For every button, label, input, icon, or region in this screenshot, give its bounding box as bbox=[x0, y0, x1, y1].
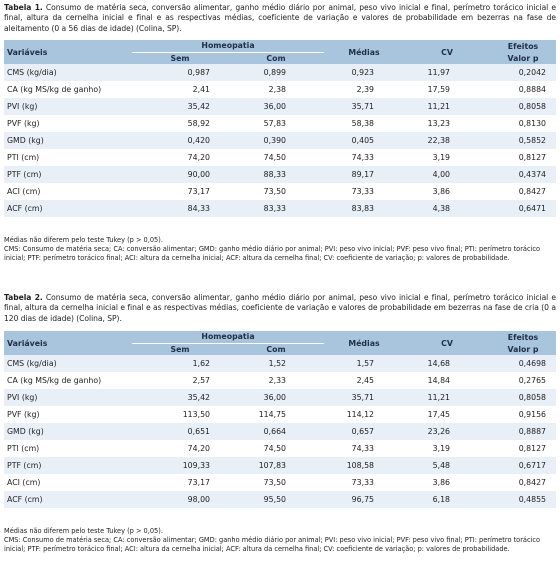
table2-header-homeopatia: Homeopatia bbox=[132, 331, 324, 343]
cell-sem: 2,57 bbox=[132, 372, 228, 389]
table-row bbox=[4, 183, 556, 200]
table1-header-com: Com bbox=[228, 52, 324, 64]
cell-sem: 98,00 bbox=[132, 491, 228, 508]
cell-com: 2,38 bbox=[228, 81, 324, 98]
cell-medias: 73,33 bbox=[324, 183, 404, 200]
table-row bbox=[4, 372, 556, 389]
cell-variavel: GMD (kg) bbox=[4, 423, 132, 440]
table-row bbox=[4, 389, 556, 406]
cell-variavel: PVI (kg) bbox=[4, 98, 132, 115]
cell-medias: 35,71 bbox=[324, 389, 404, 406]
cell-cv: 22,38 bbox=[404, 132, 490, 149]
table-row bbox=[4, 355, 556, 372]
cell-valor-p: 0,2765 bbox=[490, 372, 556, 389]
cell-valor-p: 0,2042 bbox=[490, 64, 556, 81]
cell-sem: 73,17 bbox=[132, 183, 228, 200]
cell-com: 57,83 bbox=[228, 115, 324, 132]
cell-medias: 1,57 bbox=[324, 355, 404, 372]
cell-cv: 17,45 bbox=[404, 406, 490, 423]
cell-medias: 0,923 bbox=[324, 64, 404, 81]
cell-medias: 83,83 bbox=[324, 200, 404, 217]
cell-medias: 35,71 bbox=[324, 98, 404, 115]
cell-variavel: PTI (cm) bbox=[4, 149, 132, 166]
table2-header-variaveis: Variáveis bbox=[4, 331, 132, 355]
table2-header-com: Com bbox=[228, 343, 324, 355]
cell-cv: 11,21 bbox=[404, 98, 490, 115]
cell-medias: 114,12 bbox=[324, 406, 404, 423]
table2-caption-text: Consumo de matéria seca, conversão alimentar, ganho médio diário por animal, peso vivo inicial e final, perímetro torácico inicial e final, altura da cernelha inicial e final e as respectivas médias, coeficiente de variação e valores de probabilidade em bezerras na fase de cria (0 a 120 dias de idade) (Colina, SP). bbox=[4, 293, 556, 323]
cell-com: 107,83 bbox=[228, 457, 324, 474]
cell-valor-p: 0,8427 bbox=[490, 474, 556, 491]
table1-header-medias: Médias bbox=[324, 40, 404, 64]
table-row bbox=[4, 132, 556, 149]
cell-valor-p: 0,8058 bbox=[490, 389, 556, 406]
cell-sem: 73,17 bbox=[132, 474, 228, 491]
cell-valor-p: 0,8884 bbox=[490, 81, 556, 98]
cell-sem: 74,20 bbox=[132, 149, 228, 166]
table2-body bbox=[4, 355, 556, 508]
cell-variavel: GMD (kg) bbox=[4, 132, 132, 149]
table-row bbox=[4, 200, 556, 217]
cell-variavel: CMS (kg/dia) bbox=[4, 355, 132, 372]
table-row bbox=[4, 457, 556, 474]
cell-cv: 4,38 bbox=[404, 200, 490, 217]
cell-sem: 84,33 bbox=[132, 200, 228, 217]
cell-medias: 73,33 bbox=[324, 474, 404, 491]
cell-cv: 4,00 bbox=[404, 166, 490, 183]
cell-medias: 74,33 bbox=[324, 440, 404, 457]
cell-valor-p: 0,8130 bbox=[490, 115, 556, 132]
table-row bbox=[4, 115, 556, 132]
cell-variavel: ACI (cm) bbox=[4, 183, 132, 200]
cell-sem: 90,00 bbox=[132, 166, 228, 183]
table2-note-tukey: Médias não diferem pelo teste Tukey (p > 0,05). bbox=[4, 527, 163, 535]
cell-variavel: PTI (cm) bbox=[4, 440, 132, 457]
cell-valor-p: 0,8427 bbox=[490, 183, 556, 200]
cell-variavel: PVI (kg) bbox=[4, 389, 132, 406]
table-row bbox=[4, 64, 556, 81]
table1-note-abbrev: CMS: Consumo de matéria seca; CA: conversão alimentar; GMD: ganho médio diário por animal; PVI: peso vivo inicial; PVF: peso vivo final; PTI: perímetro torácico inicial; PTF: perímetro torácico final; ACI: altura da cernelha inicial; ACF: altura da cernelha final; CV: coeficiente de variação; p: valores de probabilidade. bbox=[4, 245, 541, 262]
cell-variavel: ACF (cm) bbox=[4, 491, 132, 508]
table2-header-efeitos: Efeitos bbox=[490, 331, 556, 343]
cell-cv: 11,21 bbox=[404, 389, 490, 406]
cell-variavel: PVF (kg) bbox=[4, 115, 132, 132]
cell-cv: 13,23 bbox=[404, 115, 490, 132]
table-row bbox=[4, 491, 556, 508]
cell-medias: 2,45 bbox=[324, 372, 404, 389]
cell-variavel: CA (kg MS/kg de ganho) bbox=[4, 372, 132, 389]
cell-valor-p: 0,8058 bbox=[490, 98, 556, 115]
table-row bbox=[4, 406, 556, 423]
cell-cv: 3,19 bbox=[404, 149, 490, 166]
cell-sem: 2,41 bbox=[132, 81, 228, 98]
cell-com: 88,33 bbox=[228, 166, 324, 183]
cell-valor-p: 0,4698 bbox=[490, 355, 556, 372]
cell-medias: 2,39 bbox=[324, 81, 404, 98]
cell-com: 74,50 bbox=[228, 149, 324, 166]
cell-medias: 0,657 bbox=[324, 423, 404, 440]
table1-body bbox=[4, 64, 556, 217]
cell-sem: 0,987 bbox=[132, 64, 228, 81]
table-row bbox=[4, 423, 556, 440]
cell-cv: 6,18 bbox=[404, 491, 490, 508]
table1-header-variaveis: Variáveis bbox=[4, 40, 132, 64]
cell-com: 83,33 bbox=[228, 200, 324, 217]
cell-medias: 58,38 bbox=[324, 115, 404, 132]
cell-variavel: PTF (cm) bbox=[4, 166, 132, 183]
table-row bbox=[4, 166, 556, 183]
table1-header-sem: Sem bbox=[132, 52, 228, 64]
cell-cv: 14,68 bbox=[404, 355, 490, 372]
cell-com: 114,75 bbox=[228, 406, 324, 423]
cell-cv: 17,59 bbox=[404, 81, 490, 98]
table-row bbox=[4, 440, 556, 457]
table2-header-valor-p: Valor p bbox=[490, 343, 556, 355]
cell-com: 74,50 bbox=[228, 440, 324, 457]
cell-sem: 35,42 bbox=[132, 389, 228, 406]
table-row bbox=[4, 98, 556, 115]
cell-com: 0,664 bbox=[228, 423, 324, 440]
table2-caption-label: Tabela 2. bbox=[4, 293, 43, 302]
table2 bbox=[4, 331, 556, 508]
cell-valor-p: 0,8887 bbox=[490, 423, 556, 440]
cell-com: 95,50 bbox=[228, 491, 324, 508]
cell-com: 2,33 bbox=[228, 372, 324, 389]
table2-header-medias: Médias bbox=[324, 331, 404, 355]
cell-com: 73,50 bbox=[228, 474, 324, 491]
cell-cv: 5,48 bbox=[404, 457, 490, 474]
cell-com: 73,50 bbox=[228, 183, 324, 200]
table1-note-tukey: Médias não diferem pelo teste Tukey (p > 0,05). bbox=[4, 236, 163, 244]
cell-variavel: CA (kg MS/kg de ganho) bbox=[4, 81, 132, 98]
cell-variavel: ACI (cm) bbox=[4, 474, 132, 491]
cell-variavel: PTF (cm) bbox=[4, 457, 132, 474]
table-row bbox=[4, 81, 556, 98]
table2-note-abbrev: CMS: Consumo de matéria seca; CA: conversão alimentar; GMD: ganho médio diário por animal; PVI: peso vivo inicial; PVF: peso vivo final; PTI: perímetro torácico inicial; PTF: perímetro torácico final; ACI: altura da cernelha inicial; ACF: altura da cernelha final; CV: coeficiente de variação; p: valores de probabilidade. bbox=[4, 536, 541, 553]
table-row bbox=[4, 149, 556, 166]
cell-valor-p: 0,6471 bbox=[490, 200, 556, 217]
cell-cv: 3,86 bbox=[404, 183, 490, 200]
table1-header-efeitos: Efeitos bbox=[490, 40, 556, 52]
table1 bbox=[4, 40, 556, 217]
table1-caption-text: Consumo de matéria seca, conversão alimentar, ganho médio diário por animal, peso vivo inicial e final, perímetro torácico inicial e final, altura da cernelha inicial e final e as respectivas médias, coeficiente de variação e valores de probabilidade em bezerras na fase de aleitamento (0 a 56 dias de idade) (Colina, SP). bbox=[4, 3, 556, 33]
table1-caption-label: Tabela 1. bbox=[4, 3, 43, 12]
cell-com: 0,390 bbox=[228, 132, 324, 149]
table2-header-sem: Sem bbox=[132, 343, 228, 355]
cell-sem: 0,420 bbox=[132, 132, 228, 149]
cell-cv: 23,26 bbox=[404, 423, 490, 440]
cell-com: 0,899 bbox=[228, 64, 324, 81]
table1-header-valor-p: Valor p bbox=[490, 52, 556, 64]
table1-caption bbox=[4, 3, 556, 34]
cell-valor-p: 0,4374 bbox=[490, 166, 556, 183]
cell-valor-p: 0,6717 bbox=[490, 457, 556, 474]
table2-header-cv: CV bbox=[404, 331, 490, 355]
cell-medias: 96,75 bbox=[324, 491, 404, 508]
cell-sem: 0,651 bbox=[132, 423, 228, 440]
table1-header-cv: CV bbox=[404, 40, 490, 64]
table1-header-homeopatia: Homeopatia bbox=[132, 40, 324, 52]
cell-medias: 108,58 bbox=[324, 457, 404, 474]
cell-cv: 3,86 bbox=[404, 474, 490, 491]
table2-caption bbox=[4, 293, 556, 324]
cell-valor-p: 0,5852 bbox=[490, 132, 556, 149]
cell-valor-p: 0,8127 bbox=[490, 149, 556, 166]
cell-cv: 14,84 bbox=[404, 372, 490, 389]
cell-com: 1,52 bbox=[228, 355, 324, 372]
cell-sem: 113,50 bbox=[132, 406, 228, 423]
cell-sem: 1,62 bbox=[132, 355, 228, 372]
cell-valor-p: 0,9156 bbox=[490, 406, 556, 423]
cell-com: 36,00 bbox=[228, 389, 324, 406]
cell-sem: 74,20 bbox=[132, 440, 228, 457]
cell-medias: 89,17 bbox=[324, 166, 404, 183]
cell-sem: 58,92 bbox=[132, 115, 228, 132]
cell-valor-p: 0,4855 bbox=[490, 491, 556, 508]
cell-cv: 3,19 bbox=[404, 440, 490, 457]
cell-variavel: CMS (kg/dia) bbox=[4, 64, 132, 81]
cell-valor-p: 0,8127 bbox=[490, 440, 556, 457]
cell-sem: 109,33 bbox=[132, 457, 228, 474]
cell-variavel: ACF (cm) bbox=[4, 200, 132, 217]
cell-cv: 11,97 bbox=[404, 64, 490, 81]
cell-medias: 74,33 bbox=[324, 149, 404, 166]
cell-medias: 0,405 bbox=[324, 132, 404, 149]
cell-variavel: PVF (kg) bbox=[4, 406, 132, 423]
cell-com: 36,00 bbox=[228, 98, 324, 115]
table-row bbox=[4, 474, 556, 491]
cell-sem: 35,42 bbox=[132, 98, 228, 115]
